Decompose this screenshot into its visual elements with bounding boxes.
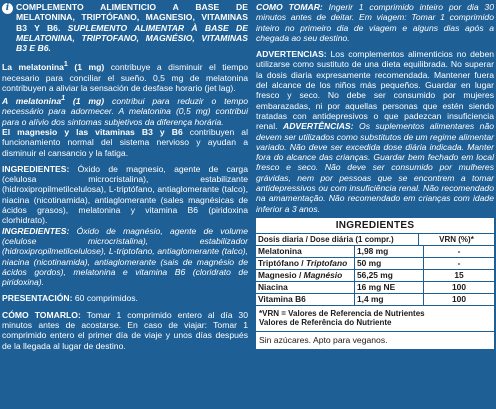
ingredients-es: INGREDIENTES: Óxido de magnesio, agente de carga (celulosa microcristalina), estabilizante (hidroxipropilmetilcelulosa), L-triptófano, antiaglomerante (talco), niacina (nicotinamida), antiaglomerante (sales magnésicas de ácidos grasos), melatonina y vitamina B6 (piridoxina clorhidrato). bbox=[2, 163, 248, 226]
ingredients-table bbox=[256, 218, 494, 349]
intro-lead: COMPLEMENTO ALIMENTICIO A BASE DE MELATONINA, TRIPTÓFANO, MAGNESIO, VITAMINAS B3 Y B6. bbox=[16, 2, 248, 33]
ingredients-pt: INGREDIENTES: Óxido de magnésio, agente de volume (celulose microcristalina), estabilizador (hidroxipropilmetilcelulose), L-triptofano, antiaglomerante (talco), niacina (nicotinamida), antiaglomerante (sais de magnésio de ácidos gordos), melatonina e vitamina B6 (cloridrato de piridoxina). bbox=[2, 225, 248, 288]
table-row: Melatonina 1,98 mg - bbox=[256, 246, 494, 258]
left-column bbox=[2, 2, 248, 357]
info-icon: i bbox=[2, 3, 13, 14]
melatonin-es: La melatonina$^1$ (1 mg) contribuye a disminuir el tiempo necesario para conciliar el sueño. 0,5 mg de melatonina contribuyen a aliviar la sensación de desfase horario (jet lag). bbox=[2, 60, 249, 93]
right-column bbox=[256, 2, 494, 349]
table-row: Triptófano / Triptofano 50 mg - bbox=[256, 258, 494, 270]
table-title: INGREDIENTES bbox=[256, 218, 494, 234]
table-notes: *VRN = Valores de Referencia de Nutrientes Valores de Referência do Nutriente bbox=[256, 306, 494, 332]
table-row: Magnesio / Magnésio 56,25 mg 15 bbox=[256, 270, 494, 282]
table-row: Niacina 16 mg NE 100 bbox=[256, 282, 494, 294]
table-footer: Sin azúcares. Apto para veganos. bbox=[259, 334, 388, 345]
melatonin-pt: A melatonina$^1$ (1 mg) contribui para reduzir o tempo necessário para adormecer. A melatonina (0,5 mg) contribui para o alívio dos sintomas subjetivos da diferença horária. bbox=[2, 94, 249, 127]
dose-header: Dosis diaria / Dose diária (1 compr.) bbox=[256, 234, 419, 245]
how-to-take-es: CÓMO TOMARLO: Tomar 1 comprimido entero al día 30 minutos antes de acostarse. En caso de viajar: Tomar 1 comprimido entero el primer día de viaje y unos días después de la llegada al lugar de destino. bbox=[2, 309, 248, 351]
table-header bbox=[256, 234, 494, 246]
how-to-take-pt: COMO TOMAR: Ingerir 1 comprimido inteiro por dia 30 minutos antes de deitar. Em viagem: Tomar 1 comprimido inteiro no primeiro dia de viagem e alguns dias após a chegada ao seu destino. bbox=[256, 2, 494, 43]
intro-pt: SUPLEMENTO ALIMENTAR À BASE DE MELATONINA, TRIPTOFANO, MAGNÉSIO, VITAMINAS B3 E B6. bbox=[16, 22, 248, 54]
table-row: Vitamina B6 1,4 mg 100 bbox=[256, 294, 494, 306]
presentation: PRESENTACIÓN: 60 comprimidos. bbox=[2, 293, 138, 304]
intro-block bbox=[2, 2, 248, 53]
magnesium-es: El magnesio y las vitaminas B3 y B6 contribuyen al funcionamiento normal del sistema nervioso y ayudan a disminuir el cansancio y la fatiga. bbox=[2, 126, 248, 158]
vrn-header: VRN (%)* bbox=[439, 234, 474, 244]
warnings-block: ADVERTENCIAS: Los complementos alimenticios no deben utilizarse como sustituto de una dieta equilibrada. No superar la dosis diaria expresamente recomendada. Mantener fuera del alcance de los niños más pequeños. Guardar en lugar fresco y seco. No debe ser consumido por mujeres embarazadas, ni por aquellas personas que estén siendo tratadas con antidepresivos o que padezcan insuficiencia renal. ADVERTÊNCIAS: Os suplementos alimentares não devem ser utilizados como substitutos de um regime alimentar variado. Não deve ser excedida dose diária indicada. Manter fora do alcance das crianças. Guardar bem fechado em local fresco e seco. Não deve ser consumido por mulheres grávidas, nem por pessoas que se encontrem a tomar antidepressivos ou com insuficiência renal. Não recomendado na amamentação. Não recomendado em crianças com idade inferior a 3 anos. bbox=[256, 49, 494, 214]
